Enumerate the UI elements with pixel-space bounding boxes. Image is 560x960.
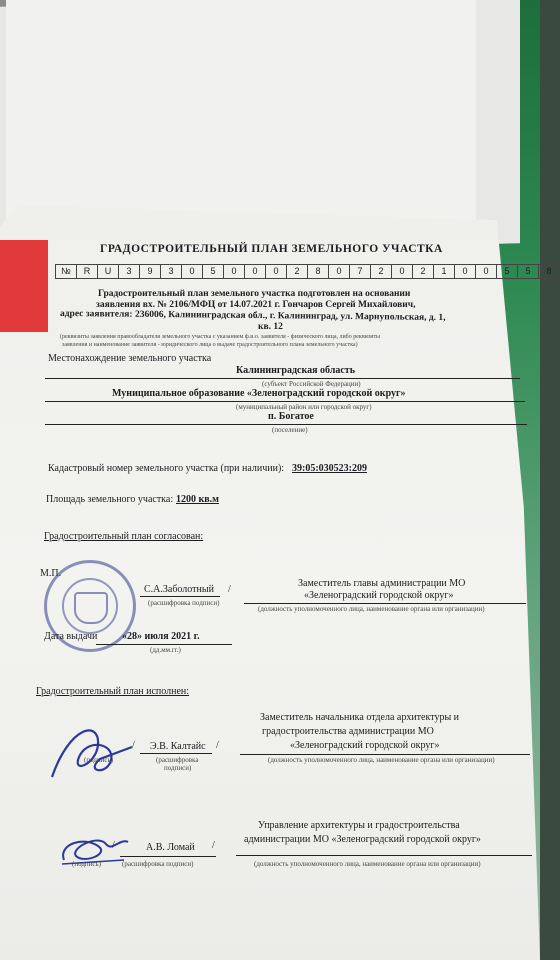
location-label: Местонахождение земельного участка: [48, 353, 212, 364]
signer2-position-1: Заместитель начальника отдела архитектуры и: [260, 712, 460, 723]
basis-line-3: адрес заявителя: 236006, Калининградская обл., г. Калининград, ул. Марнупольская, д. 1,: [59, 308, 446, 324]
signer2-position-note: (должность уполномоченного лица, наименование органа или организации): [268, 756, 495, 764]
agreed-label: Градостроительный план согласован:: [44, 531, 204, 542]
number-cell: 2: [286, 264, 308, 279]
number-cell: 2: [412, 264, 434, 279]
signer2-name-line: [140, 753, 212, 754]
settlement-line: [45, 424, 527, 425]
signer2-slash-2: /: [216, 740, 219, 751]
document-title: ГРАДОСТРОИТЕЛЬНЫЙ ПЛАН ЗЕМЕЛЬНОГО УЧАСТКА: [100, 243, 443, 255]
signature-lomai-icon: [54, 826, 134, 876]
region-line: [45, 378, 520, 379]
signer2-position-3: «Зеленоградский городской округ»: [290, 740, 440, 751]
settlement-value: п. Богатое: [268, 411, 314, 422]
region-note: (субъект Российской Федерации): [262, 380, 361, 388]
area-value: 1200 кв.м: [176, 494, 219, 505]
signer3-slash-1: /: [112, 840, 115, 851]
number-cell: 0: [328, 264, 350, 279]
number-cell: R: [76, 264, 98, 279]
signer2-slash-1: /: [132, 740, 135, 751]
signer2-name: Э.В. Калтайс: [150, 741, 206, 752]
signer2-position-2: градостроительства администрации МО: [262, 726, 434, 737]
number-cell: 0: [454, 264, 476, 279]
signer1-name: С.А.Заболотный: [144, 584, 214, 595]
number-cell: 8: [307, 264, 329, 279]
date-value: «28» июля 2021 г.: [122, 631, 200, 642]
basis-line-1: Градостроительный план земельного участка подготовлен на основании: [98, 289, 411, 299]
red-tab-marker: [0, 240, 48, 332]
region-value: Калининградская область: [236, 365, 355, 376]
signer1-position-line: [244, 603, 526, 604]
number-cell: 3: [118, 264, 140, 279]
signer3-name-line: [120, 856, 216, 857]
signer2-name-note-1: (расшифровка: [156, 756, 199, 764]
number-cell: 0: [391, 264, 413, 279]
signer1-position-1: Заместитель главы администрации МО: [298, 578, 466, 589]
signer3-name-note: (расшифровка подписи): [122, 860, 194, 868]
number-cell: 0: [265, 264, 287, 279]
back-sheet-inner: [6, 0, 476, 230]
number-cell: 5: [202, 264, 224, 279]
area-label: Площадь земельного участка:: [46, 494, 174, 505]
number-cell: U: [97, 264, 119, 279]
number-prefix: №: [55, 264, 77, 279]
signer3-slash-2: /: [212, 840, 215, 851]
basis-note-2: заявления и наименование заявителя - юридического лица о выдаче градостроительного плана земельного участка): [62, 342, 358, 348]
number-cell: 5: [517, 264, 539, 279]
settlement-note: (поселение): [272, 426, 308, 434]
municipality-value: Муниципальное образование «Зеленоградский городской округ»: [112, 388, 406, 399]
coat-of-arms-icon: [74, 592, 108, 624]
signer2-sign-note: (подпись): [84, 756, 114, 764]
number-cell: 8: [538, 264, 560, 279]
mp-label: М.П.: [40, 568, 62, 579]
signer1-position-2: «Зеленоградский городской округ»: [304, 590, 454, 601]
municipality-line: [45, 401, 525, 402]
signer3-position-2: администрации МО «Зеленоградский городской округ»: [244, 834, 481, 845]
plan-number-cells: [56, 264, 560, 279]
basis-line-4: кв. 12: [258, 322, 283, 332]
signer3-position-1: Управление архитектуры и градостроительства: [258, 820, 460, 831]
signer3-position-line: [236, 855, 532, 856]
number-cell: 7: [349, 264, 371, 279]
signer1-position-note: (должность уполномоченного лица, наименование органа или организации): [258, 605, 485, 613]
signer1-name-line: [140, 596, 220, 597]
date-line: [96, 644, 232, 645]
cadastral-value: 39:05:030523:209: [292, 463, 367, 474]
date-label: Дата выдачи: [44, 631, 98, 642]
basis-line-2: заявления вх. № 2106/МФЦ от 14.07.2021 г. Гончаров Сергей Михайлович,: [96, 300, 416, 310]
signer1-name-note: (расшифровка подписи): [148, 599, 220, 607]
date-note: (дд.мм.гг.): [150, 646, 181, 654]
signer3-name: А.В. Ломай: [146, 842, 195, 853]
municipality-note: (муниципальный район или городской округ): [236, 403, 372, 411]
signer3-position-note: (должность уполномоченного лица, наименование органа или организации): [254, 860, 481, 868]
basis-note-1: (реквизиты заявления правообладателя земельного участка с указанием ф.и.о. заявителя - физического лица, либо реквизиты: [60, 334, 381, 340]
signature-kaltais-icon: [40, 715, 140, 795]
number-cell: 0: [181, 264, 203, 279]
signer1-slash: /: [228, 584, 231, 595]
number-cell: 0: [244, 264, 266, 279]
signer2-position-line: [240, 754, 530, 755]
signer3-sign-note: (подпись): [72, 860, 102, 868]
number-cell: 2: [370, 264, 392, 279]
number-cell: 0: [223, 264, 245, 279]
performed-label: Градостроительный план исполнен:: [36, 686, 190, 697]
number-cell: 0: [475, 264, 497, 279]
number-cell: 3: [160, 264, 182, 279]
number-cell: 1: [433, 264, 455, 279]
signer2-name-note-2: подписи): [164, 764, 192, 772]
number-cell: 9: [139, 264, 161, 279]
cadastral-label: Кадастровый номер земельного участка (при наличии):: [48, 463, 285, 474]
number-cell: 5: [496, 264, 518, 279]
